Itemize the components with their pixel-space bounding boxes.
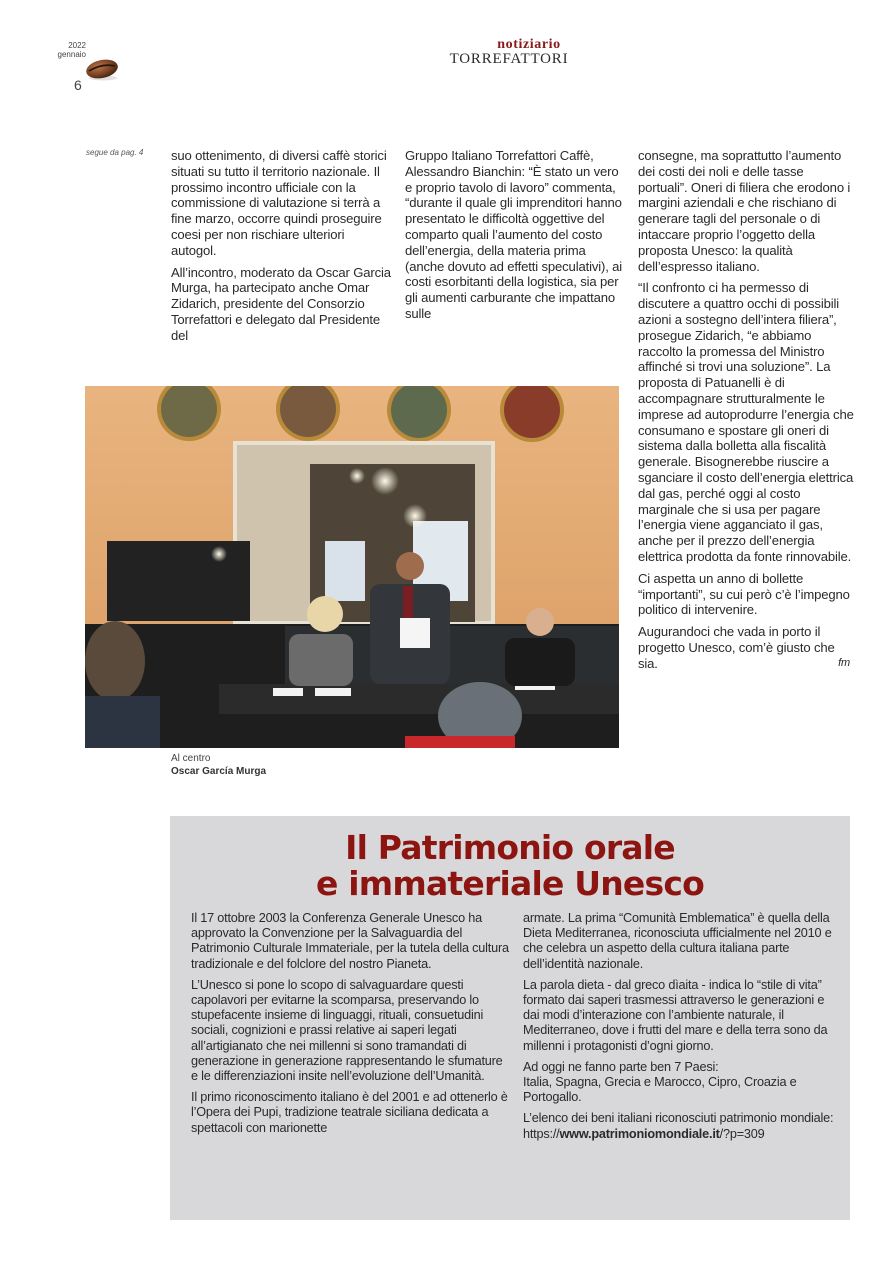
article-column-1: [171, 148, 393, 350]
paragraph: Il primo riconoscimento italiano è del 2001 e ad ottenerlo è l’Opera dei Pupi, tradizione teatrale siciliana dedicata a spettacoli con marionette: [191, 1090, 508, 1135]
paragraph-text: Augurandoci che vada in porto il progetto Unesco, com’è giusto che sia.: [638, 624, 835, 671]
box-title-line1: Il Patrimonio orale: [345, 828, 675, 867]
coffee-bean-icon: [84, 57, 120, 81]
brand-notiziario: notiziario: [497, 37, 561, 52]
paragraph: [523, 1060, 843, 1106]
continued-from-label: segue da pag. 4: [86, 148, 144, 157]
paragraph: L’Unesco si pone lo scopo di salvaguardare questi capolavori per evitarne la scomparsa, preservando lo stupefacente insieme di linguaggi, rituali, consuetudini sociali, cognizioni e prassi relative ai saperi legati all’artigianato che nei millenni si sono tramandati di generazione in generazione rappresentando le sfumature e le differenziazioni insite nell’evoluzione dell’Umanità.: [191, 977, 503, 1084]
box-title-line2: e immateriale Unesco: [316, 864, 704, 903]
paragraph: suo ottenimento, di diversi caffè storici situati su tutto il territorio nazionale. Il prossimo incontro ufficiale con la commissione di valutazione si terrà a fine marzo, occorre quindi proseguire coesi per non rischiare ulteriori autogol.: [171, 148, 387, 258]
unesco-link[interactable]: [523, 1127, 765, 1141]
unesco-sidebar-box: [170, 816, 850, 1220]
paragraph: Il 17 ottobre 2003 la Conferenza Generale Unesco ha approvato la Convenzione per la Salvaguardia del Patrimonio Culturale Immateriale, per la tutela della cultura tradizionale e del folclore del nostro Pianeta.: [191, 911, 509, 971]
paragraph: consegne, ma soprattutto l’aumento dei costi dei noli e delle tasse portuali”. Oneri di filiera che erodono i margini aziendali e che rischiano di generare tagli del personale o di intaccare proprio l’oggetto della proposta Unesco: la qualità dell’espresso italiano.: [638, 148, 851, 274]
paragraph: “Il confronto ci ha permesso di discutere a quattro occhi di possibili azioni a sostegno dell’intera filiera”, prosegue Zidarich, “e abbiamo raccolto la promessa del Ministro affinché si trovi una soluzione”. La proposta di Patuanelli è di accompagnare strutturalmente le imprese ad autoprodurre l’energia che consumano e spostare gli oneri di sistema dalla bolletta alla fiscalità generale. Bisognerebbe riuscire a sganciare il costo dell’energia elettrica dal gas, perché oggi al costo marginale che si usa per pagare l’energia viene agganciato il gas, anche per il prezzo dell’energia elettrica prodotta da fonte rinnovabile.: [638, 280, 854, 564]
issue-year: 2022: [68, 41, 86, 50]
paragraph-text: L’elenco dei beni italiani riconosciuti patrimonio mondiale:: [523, 1111, 834, 1126]
link-prefix: https://: [523, 1126, 560, 1141]
author-signature: fm: [838, 656, 850, 669]
paragraph: [638, 624, 856, 671]
paragraph-text: Italia, Spagna, Grecia e Marocco, Cipro, Croazia e Portogallo.: [523, 1075, 797, 1105]
photo-caption-line2: Oscar García Murga: [171, 766, 267, 777]
link-suffix: /?p=309: [719, 1126, 765, 1141]
issue-month: gennaio: [57, 50, 86, 59]
article-column-2: [405, 148, 627, 328]
paragraph: Gruppo Italiano Torrefattori Caffè, Alessandro Bianchin: “È stato un vero e proprio tavolo di lavoro” commenta, “durante il quale gli imprenditori hanno presentato le difficoltà oggettive del comparto quali l’aumento del costo dell’energia, della materia prima (anche dovuto ad effetti speculativi), ai costi esorbitanti della logistica, sia per gli aumenti carburante che impattano sulle: [405, 148, 623, 321]
paragraph: [523, 1111, 843, 1141]
article-column-3: [638, 148, 856, 678]
meeting-photo: [85, 386, 619, 748]
paragraph: All’incontro, moderato da Oscar Garcia Murga, ha partecipato anche Omar Zidarich, presidente del Consorzio Torrefattori e delegato dal Presidente del: [171, 264, 391, 343]
box-title: [170, 830, 850, 902]
box-column-2: [523, 911, 843, 1148]
paragraph: armate. La prima “Comunità Emblematica” è quella della Dieta Mediterranea, riconosciuta ufficialmente nel 2010 e che celebra un aspetto della cultura italiana parte dell’identità nazionale.: [523, 911, 832, 971]
paragraph: Ci aspetta un anno di bollette “importanti”, su cui però c’è l’impegno politico di intervenire.: [638, 570, 850, 618]
page-number: 6: [74, 77, 82, 93]
paragraph-text: Ad oggi ne fanno parte ben 7 Paesi:: [523, 1059, 719, 1074]
link-domain: www.patrimoniomondiale.it: [559, 1126, 720, 1141]
brand-torrefattori: TORREFATTORI: [449, 51, 569, 67]
box-column-1: [191, 911, 511, 1142]
photo-caption-line1: Al centro: [171, 753, 211, 764]
paragraph: La parola dieta - dal greco dìaita - indica lo “stile di vita” formato dai saperi trasmessi attraverso le generazioni e dai modi d’interazione con l’ambiente naturale, il Mediterraneo, dove i frutti del mare e della terra sono da millenni i protagonisti d’ogni giorno.: [523, 977, 828, 1053]
